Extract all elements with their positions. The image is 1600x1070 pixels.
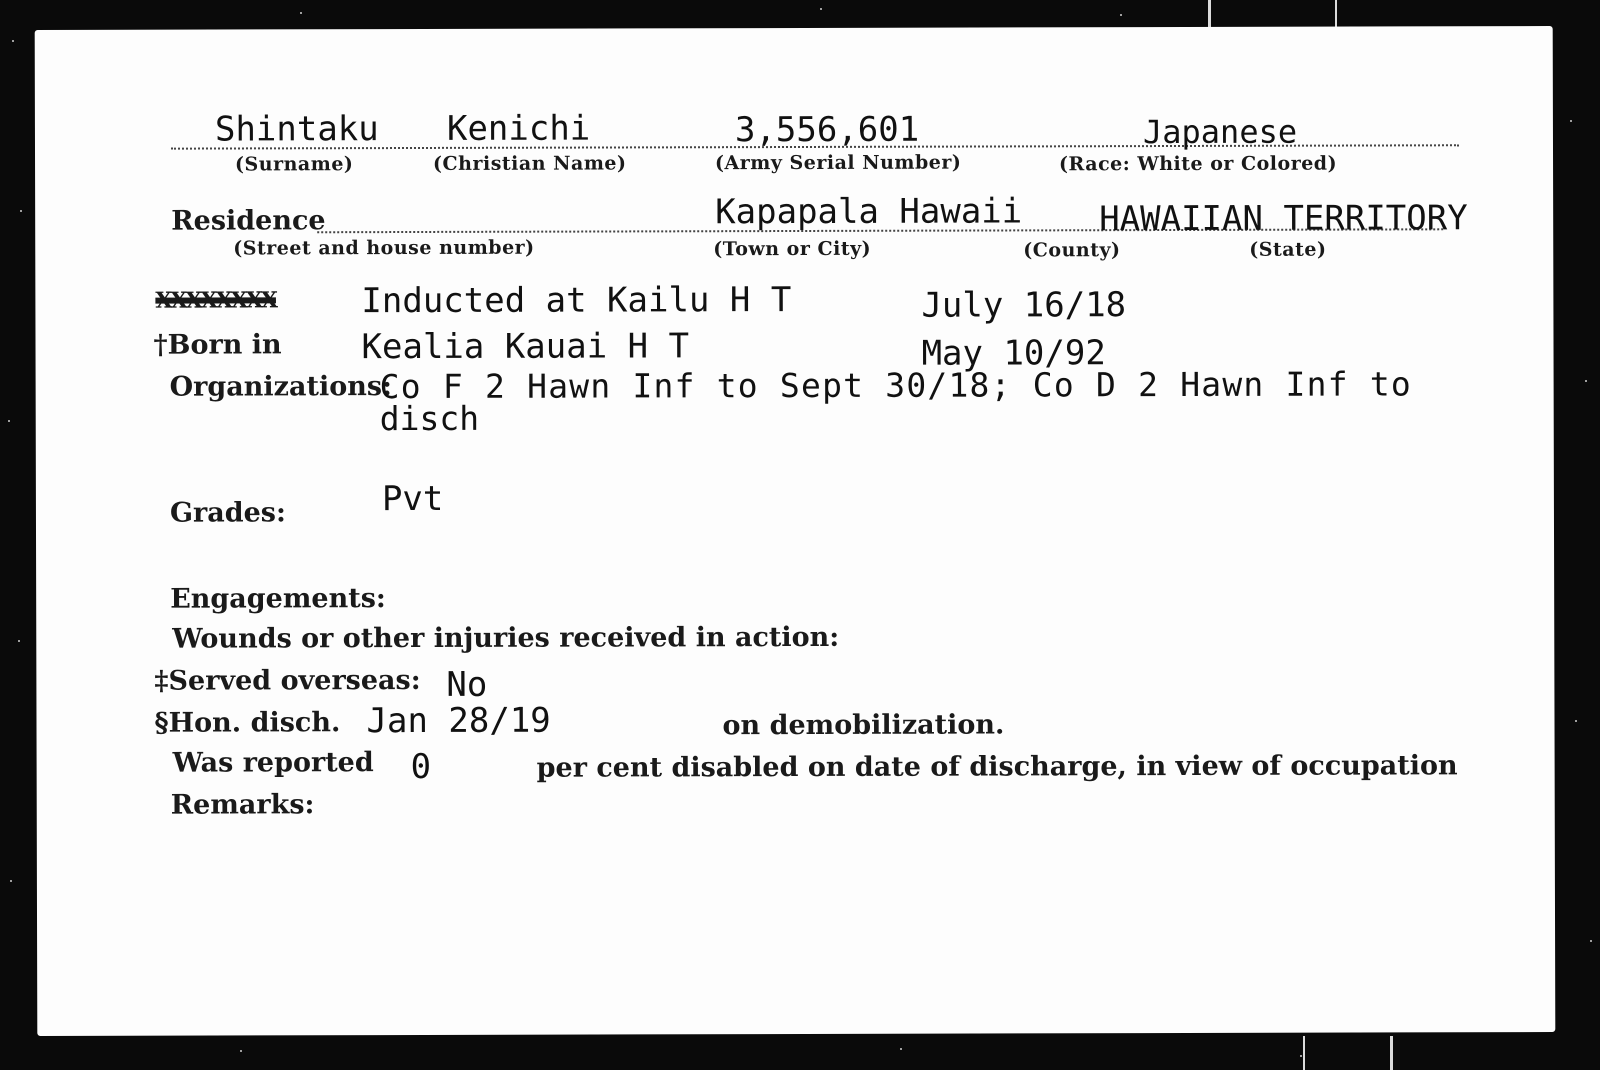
hon-disch-label: §Hon. disch.	[154, 707, 341, 739]
disability-suffix: per cent disabled on date of discharge, in view of occupation	[536, 750, 1458, 784]
disability-percent-value: 0	[410, 746, 432, 788]
was-reported-label: Was reported	[172, 747, 374, 779]
surname-caption: (Surname)	[235, 153, 354, 176]
surname-value: Shintaku	[214, 109, 379, 150]
town-caption: (Town or City)	[713, 237, 872, 261]
residence-label: Residence	[171, 205, 326, 237]
christian-name-caption: (Christian Name)	[433, 152, 627, 175]
organizations-line1: Co F 2 Hawn Inf to Sept 30/18; Co D 2 Hawn Inf to	[379, 364, 1412, 407]
induction-value: Inducted at Kailu H T	[361, 280, 792, 322]
born-date: May 10/92	[921, 333, 1106, 374]
served-overseas-value: No	[446, 664, 488, 705]
struck-enlistment-label: XXXXXXXX	[155, 287, 276, 314]
race-value: Japanese	[1142, 112, 1298, 152]
served-overseas-label: ‡Served overseas:	[154, 664, 421, 697]
grades-value: Pvt	[381, 478, 444, 520]
street-caption: (Street and house number)	[233, 236, 535, 260]
hon-disch-suffix: on demobilization.	[722, 709, 1005, 742]
residence-town-value: Kapapala Hawaii	[715, 191, 1023, 233]
born-label: †Born in	[153, 329, 282, 361]
residence-state-value: HAWAIIAN TERRITORY	[1099, 198, 1468, 240]
remarks-label: Remarks:	[170, 789, 315, 821]
wounds-label: Wounds or other injuries received in action:	[172, 621, 840, 655]
hon-disch-value: Jan 28/19	[366, 700, 551, 742]
serial-number-caption: (Army Serial Number)	[715, 151, 962, 175]
engagements-label: Engagements:	[170, 583, 386, 615]
organizations-line2: disch	[379, 398, 480, 439]
county-caption: (County)	[1023, 239, 1121, 262]
grades-label: Grades:	[169, 497, 287, 529]
organizations-label: Organizations:	[169, 371, 393, 403]
state-caption: (State)	[1249, 238, 1327, 261]
service-record-card	[35, 26, 1556, 1036]
born-value: Kealia Kauai H T	[361, 326, 690, 368]
induction-date: July 16/18	[921, 285, 1127, 326]
christian-name-value: Kenichi	[446, 108, 591, 149]
serial-number-value: 3,556,601	[734, 109, 920, 151]
race-caption: (Race: White or Colored)	[1059, 152, 1338, 176]
